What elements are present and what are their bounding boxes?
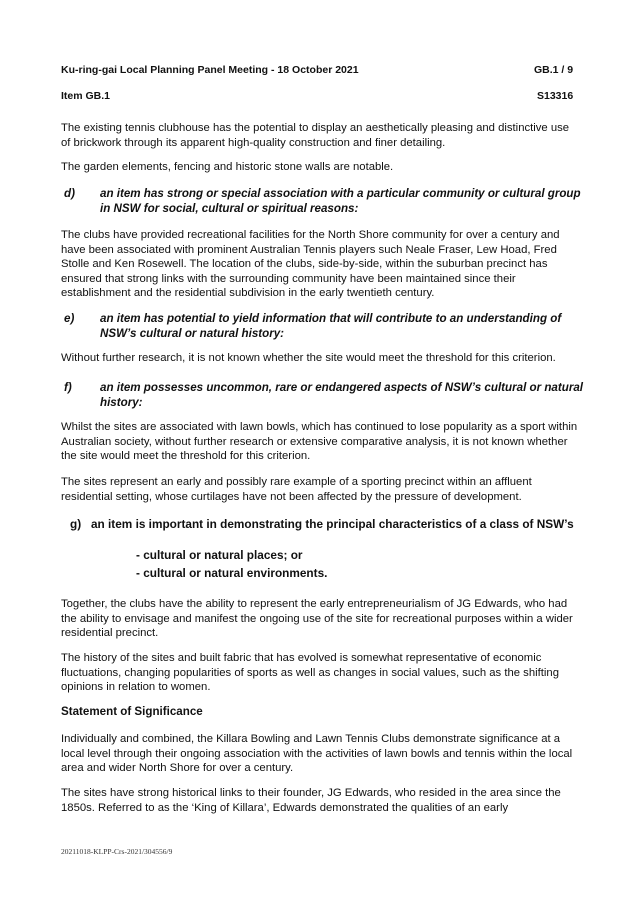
criterion-f xyxy=(64,380,584,410)
paragraph-founder: The sites have strong historical links to their founder, JG Edwards, who resided in the area since the 1850s. Referred to as the ‘King of Killara’, Edwards demonstrated the qualities of an early xyxy=(61,787,561,814)
paragraph-lawn-bowls: Whilst the sites are associated with lawn bowls, which has continued to lose popularity as a sport within Australian society, without further research or extensive comparative analysis, it is not known whether the site would meet the threshold for this criterion. xyxy=(61,421,578,463)
criterion-d-text: an item has strong or special association with a particular community or cultural group in NSW for social, cultural or spiritual reasons: xyxy=(100,187,581,215)
statement-heading: Statement of Significance xyxy=(61,705,203,718)
criterion-f-text: an item possesses uncommon, rare or endangered aspects of NSW’s cultural or natural history: xyxy=(100,381,583,409)
criterion-f-label: f) xyxy=(64,381,72,394)
paragraph-research: Without further research, it is not known whether the site would meet the threshold for this criterion. xyxy=(61,352,556,364)
paragraph-sporting-precinct: The sites represent an early and possibly rare example of a sporting precinct within an affluent residential setting, whose curtilages have not been affected by the pressure of development. xyxy=(61,476,532,503)
paragraph-history: The history of the sites and built fabric that has evolved is somewhat representative of economic fluctuations, changing popularities of sports as well as changes in social values, such as the shifting opinions in relation to women. xyxy=(61,652,559,694)
criterion-d-label: d) xyxy=(64,187,75,200)
criterion-e-text: an item has potential to yield information that will contribute to an understanding of NSW’s cultural or natural history: xyxy=(100,312,562,340)
criterion-g-sub-places: - cultural or natural places; or xyxy=(136,548,303,562)
criterion-g-text: an item is important in demonstrating the principal characteristics of a class of NSW’s xyxy=(90,517,574,531)
criterion-g-label: g) xyxy=(70,517,82,531)
paragraph-community: The clubs have provided recreational facilities for the North Shore community for over a century and have been associated with prominent Australian Tennis players such Neale Fraser, Lew Hoad, Fred Stolle and Ken Rosewell. The location of the clubs, side-by-side, within the suburban precinct has ensured that strong links with the surrounding community have been maintained since their establishment and the residential subdivision in the early twentieth century. xyxy=(61,229,560,300)
paragraph-entrepreneurialism: Together, the clubs have the ability to represent the early entrepreneurialism of JG Edwards, who had the ability to envisage and manifest the ongoing use of the site for recreational purposes within a wider residential precinct. xyxy=(61,598,573,640)
page-reference: GB.1 / 9 xyxy=(534,64,574,76)
criterion-d xyxy=(64,186,584,216)
item-label: Item GB.1 xyxy=(61,90,111,102)
document-footer: 20211018-KLPP-Crs-2021/304556/9 xyxy=(61,847,173,856)
paragraph-clubhouse: The existing tennis clubhouse has the potential to display an aesthetically pleasing and distinctive use of brickwork through its apparent high-quality construction and finer detailing. xyxy=(61,122,570,149)
meeting-title: Ku-ring-gai Local Planning Panel Meeting - 18 October 2021 xyxy=(61,64,359,76)
criterion-g-sub-environments: - cultural or natural environments. xyxy=(136,566,328,580)
criterion-e-label: e) xyxy=(64,312,75,325)
criterion-e xyxy=(64,311,584,341)
paragraph-garden: The garden elements, fencing and historic stone walls are notable. xyxy=(61,161,394,173)
criterion-g xyxy=(70,517,582,533)
paragraph-significance: Individually and combined, the Killara Bowling and Lawn Tennis Clubs demonstrate significance at a local level through their ongoing association with the activities of lawn bowls and tennis within the local area and wider North Shore for over a century. xyxy=(61,733,573,775)
file-reference: S13316 xyxy=(537,90,574,102)
